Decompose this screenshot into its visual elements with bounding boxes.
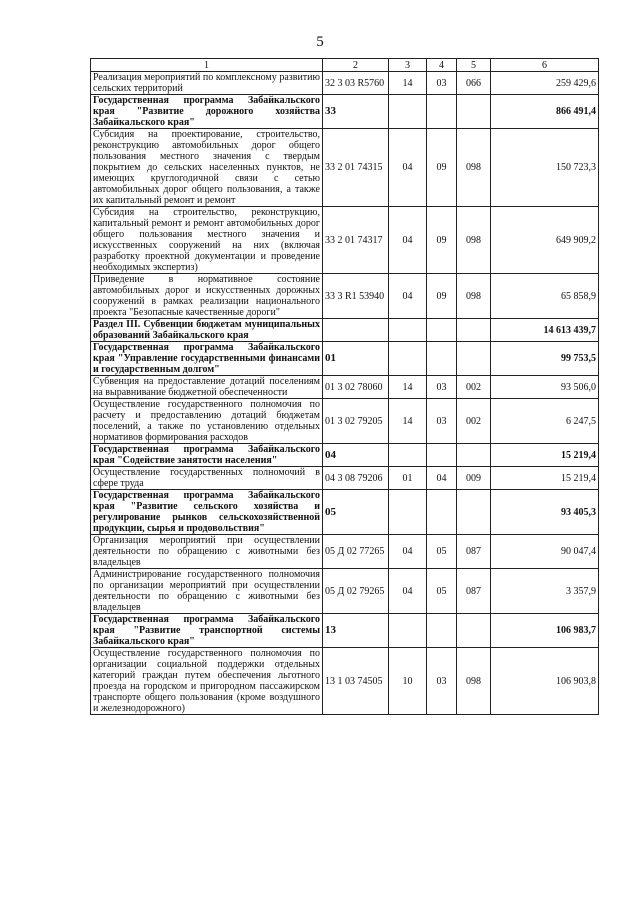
row-expense-type: 087 [457, 569, 491, 614]
header-cell: 6 [491, 59, 599, 72]
row-expense-type: 066 [457, 72, 491, 95]
row-amount: 93 506,0 [491, 376, 599, 399]
row-amount: 14 613 439,7 [491, 319, 599, 342]
row-section [389, 342, 427, 376]
row-code: 33 2 01 74317 [323, 207, 389, 274]
row-section [389, 319, 427, 342]
row-expense-type: 002 [457, 376, 491, 399]
table-row [91, 129, 599, 207]
row-section: 14 [389, 376, 427, 399]
row-name: Реализация мероприятий по комплексному развитию сельских территорий [91, 72, 323, 95]
header-cell: 2 [323, 59, 389, 72]
row-section: 01 [389, 467, 427, 490]
row-code: 13 1 03 74505 [323, 648, 389, 715]
row-amount: 15 219,4 [491, 444, 599, 467]
row-section: 04 [389, 535, 427, 569]
row-code: 01 3 02 78060 [323, 376, 389, 399]
row-section: 04 [389, 569, 427, 614]
row-subsection: 03 [427, 648, 457, 715]
row-section [389, 95, 427, 129]
row-name: Государственная программа Забайкальского края "Содействие занятости населения" [91, 444, 323, 467]
row-expense-type: 002 [457, 399, 491, 444]
table-row [91, 569, 599, 614]
row-amount: 106 983,7 [491, 614, 599, 648]
row-name: Субсидия на строительство, реконструкцию, капитальный ремонт и ремонт автомобильных дорог общего пользования местного значения и искусственных сооружений на них (включая разработку проектной документации и проведение необходимых экспертиз) [91, 207, 323, 274]
row-expense-type [457, 95, 491, 129]
row-code: 05 [323, 490, 389, 535]
row-expense-type: 087 [457, 535, 491, 569]
row-amount: 6 247,5 [491, 399, 599, 444]
row-name: Государственная программа Забайкальского края "Развитие дорожного хозяйства Забайкальского края" [91, 95, 323, 129]
table-row [91, 342, 599, 376]
row-code: 01 [323, 342, 389, 376]
row-code: 05 Д 02 77265 [323, 535, 389, 569]
row-expense-type [457, 342, 491, 376]
row-code: 32 3 03 R5760 [323, 72, 389, 95]
row-amount: 150 723,3 [491, 129, 599, 207]
table-row [91, 95, 599, 129]
row-expense-type [457, 444, 491, 467]
row-name: Организация мероприятий при осуществлении деятельности по обращению с животными без владельцев [91, 535, 323, 569]
header-cell: 3 [389, 59, 427, 72]
table-row [91, 207, 599, 274]
row-subsection [427, 319, 457, 342]
row-amount: 65 858,9 [491, 274, 599, 319]
table-row [91, 319, 599, 342]
row-name: Осуществление государственного полномочия по организации социальной поддержки отдельных категорий граждан путем обеспечения льготного проезда на городском и пригородном пассажирском транспорте общего пользования (кроме воздушного и железнодорожного) [91, 648, 323, 715]
row-name: Осуществление государственного полномочия по расчету и предоставлению дотаций бюджетам поселений, а также по установлению отдельных нормативов формирования расходов [91, 399, 323, 444]
row-subsection: 05 [427, 569, 457, 614]
row-code: 04 [323, 444, 389, 467]
row-section: 04 [389, 129, 427, 207]
row-expense-type [457, 319, 491, 342]
table-row [91, 444, 599, 467]
row-name: Государственная программа Забайкальского края "Развитие транспортной системы Забайкальского края" [91, 614, 323, 648]
row-subsection [427, 490, 457, 535]
row-expense-type [457, 614, 491, 648]
row-name: Раздел III. Субвенции бюджетам муниципальных образований Забайкальского края [91, 319, 323, 342]
table-row [91, 614, 599, 648]
table-row [91, 467, 599, 490]
row-code: 01 3 02 79205 [323, 399, 389, 444]
row-subsection: 09 [427, 274, 457, 319]
row-code [323, 319, 389, 342]
row-amount: 866 491,4 [491, 95, 599, 129]
row-subsection: 09 [427, 129, 457, 207]
row-code: 05 Д 02 79265 [323, 569, 389, 614]
row-section: 14 [389, 72, 427, 95]
row-code: 13 [323, 614, 389, 648]
row-subsection [427, 342, 457, 376]
row-amount: 259 429,6 [491, 72, 599, 95]
row-name: Субсидия на проектирование, строительство, реконструкцию автомобильных дорог общего пользования местного значения с твердым покрытием до сельских населенных пунктов, не имеющих круглогодичной связи с сетью автомобильных дорог общего пользования, а также их капитальный ремонт и ремонт [91, 129, 323, 207]
table-row [91, 72, 599, 95]
row-expense-type: 098 [457, 207, 491, 274]
row-section [389, 444, 427, 467]
row-subsection: 03 [427, 72, 457, 95]
row-amount: 649 909,2 [491, 207, 599, 274]
row-subsection: 09 [427, 207, 457, 274]
row-amount: 93 405,3 [491, 490, 599, 535]
row-expense-type: 098 [457, 274, 491, 319]
row-expense-type [457, 490, 491, 535]
row-amount: 3 357,9 [491, 569, 599, 614]
row-name: Государственная программа Забайкальского края "Развитие сельского хозяйства и регулирование рынков сельскохозяйственной продукции, сырья и продовольствия" [91, 490, 323, 535]
row-name: Администрирование государственного полномочия по организации мероприятий при осуществлении деятельности по обращению с животными без владельцев [91, 569, 323, 614]
header-cell: 1 [91, 59, 323, 72]
row-subsection [427, 95, 457, 129]
header-cell: 4 [427, 59, 457, 72]
header-cell: 5 [457, 59, 491, 72]
row-name: Осуществление государственных полномочий в сфере труда [91, 467, 323, 490]
row-expense-type: 098 [457, 648, 491, 715]
row-name: Государственная программа Забайкальского края "Управление государственными финансами и государственным долгом" [91, 342, 323, 376]
row-code: 33 2 01 74315 [323, 129, 389, 207]
row-expense-type: 009 [457, 467, 491, 490]
header-row [91, 59, 599, 72]
row-code: 33 [323, 95, 389, 129]
row-amount: 99 753,5 [491, 342, 599, 376]
row-expense-type: 098 [457, 129, 491, 207]
budget-table [90, 58, 599, 715]
row-name: Приведение в нормативное состояние автомобильных дорог и искусственных дорожных сооружений в рамках реализации национального проекта "Безопасные качественные дороги" [91, 274, 323, 319]
row-section: 10 [389, 648, 427, 715]
table-row [91, 399, 599, 444]
row-subsection: 03 [427, 376, 457, 399]
table-row [91, 535, 599, 569]
row-amount: 15 219,4 [491, 467, 599, 490]
row-section: 04 [389, 274, 427, 319]
row-subsection [427, 614, 457, 648]
row-section: 14 [389, 399, 427, 444]
row-subsection: 05 [427, 535, 457, 569]
row-amount: 106 903,8 [491, 648, 599, 715]
row-section [389, 614, 427, 648]
row-name: Субвенция на предоставление дотаций поселениям на выравнивание бюджетной обеспеченности [91, 376, 323, 399]
row-section [389, 490, 427, 535]
row-code: 04 3 08 79206 [323, 467, 389, 490]
table-row [91, 376, 599, 399]
page-number: 5 [316, 34, 324, 50]
row-section: 04 [389, 207, 427, 274]
row-amount: 90 047,4 [491, 535, 599, 569]
table-row [91, 490, 599, 535]
row-subsection [427, 444, 457, 467]
row-subsection: 03 [427, 399, 457, 444]
table-row [91, 274, 599, 319]
table-row [91, 648, 599, 715]
row-code: 33 3 R1 53940 [323, 274, 389, 319]
row-subsection: 04 [427, 467, 457, 490]
